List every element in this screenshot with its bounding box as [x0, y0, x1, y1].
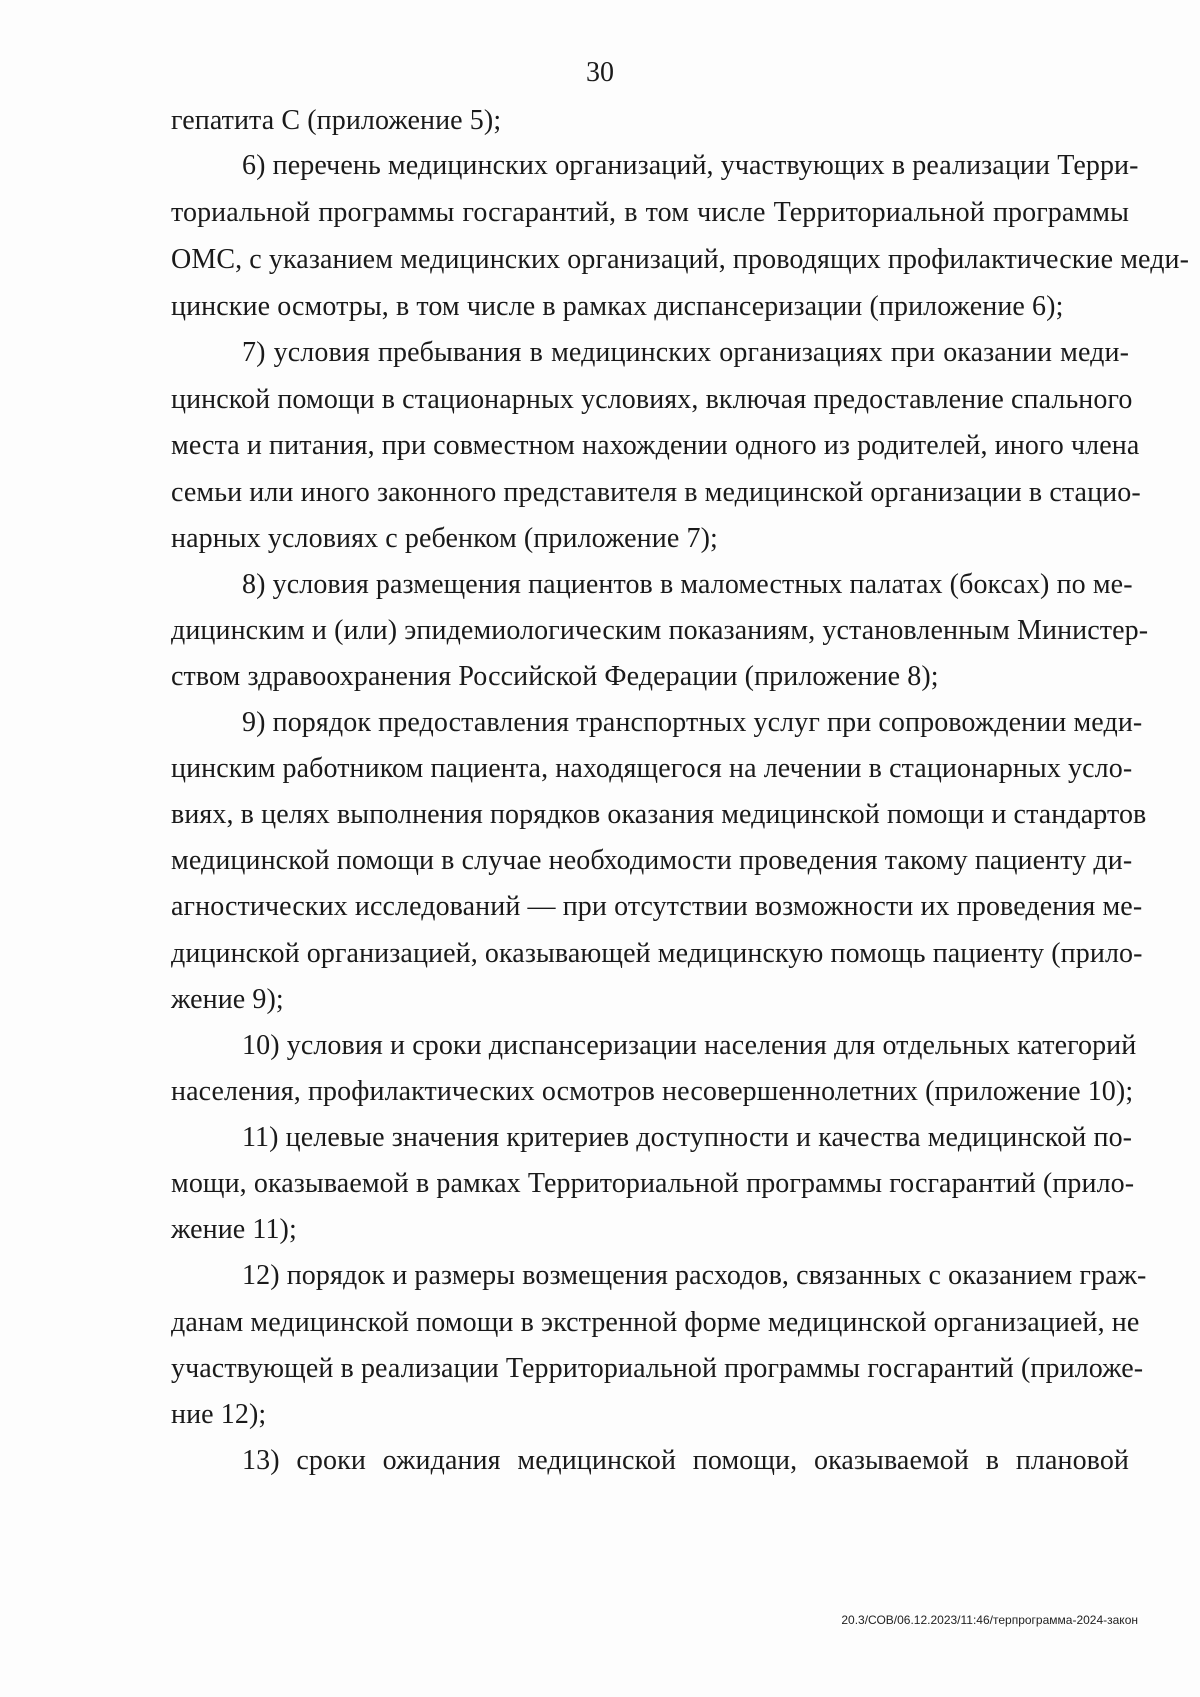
text-line: ториальной программы госгарантий, в том числе Территориальной программы — [171, 197, 1129, 228]
text-line: 9) порядок предоставления транспортных услуг при сопровождении меди- — [242, 707, 1143, 738]
text-line: 11) целевые значения критериев доступности и качества медицинской по- — [242, 1122, 1133, 1153]
text-line: дицинской организацией, оказывающей медицинскую помощь пациенту (прило- — [171, 938, 1143, 969]
text-line: гепатита С (приложение 5); — [171, 105, 502, 136]
text-line: места и питания, при совместном нахождении одного из родителей, иного члена — [171, 430, 1140, 461]
text-line: медицинской помощи в случае необходимости проведения такому пациенту ди- — [171, 845, 1133, 876]
text-line: 7) условия пребывания в медицинских организациях при оказании меди- — [242, 337, 1129, 368]
text-line: участвующей в реализации Территориальной программы госгарантий (приложе- — [171, 1353, 1144, 1384]
text-line: цинские осмотры, в том числе в рамках диспансеризации (приложение 6); — [171, 291, 1064, 322]
text-line: мощи, оказываемой в рамках Территориальной программы госгарантий (прило- — [171, 1168, 1135, 1199]
document-footer: 20.3/СОВ/06.12.2023/11:46/терпрограмма-2024-закон — [841, 1613, 1138, 1627]
text-line: жение 9); — [171, 984, 284, 1015]
text-line: ОМС, с указанием медицинских организаций, проводящих профилактические меди- — [171, 244, 1190, 275]
text-line: 10) условия и сроки диспансеризации населения для отдельных категорий — [242, 1030, 1137, 1061]
text-line: ством здравоохранения Российской Федерации (приложение 8); — [171, 661, 939, 692]
text-line: жение 11); — [171, 1214, 297, 1245]
page-number: 30 — [586, 57, 614, 88]
text-line: 6) перечень медицинских организаций, участвующих в реализации Терри- — [242, 150, 1139, 181]
text-line: семьи или иного законного представителя в медицинской организации в стацио- — [171, 477, 1141, 508]
text-line: данам медицинской помощи в экстренной форме медицинской организацией, не — [171, 1307, 1140, 1338]
text-line: виях, в целях выполнения порядков оказания медицинской помощи и стандартов — [171, 799, 1147, 830]
text-line: цинским работником пациента, находящегося на лечении в стационарных усло- — [171, 753, 1133, 784]
text-line: населения, профилактических осмотров несовершеннолетних (приложение 10); — [171, 1076, 1134, 1107]
text-line: цинской помощи в стационарных условиях, включая предоставление спального — [171, 384, 1133, 415]
text-line: 12) порядок и размеры возмещения расходов, связанных с оказанием граж- — [242, 1260, 1147, 1291]
text-line: ние 12); — [171, 1399, 267, 1430]
text-line: нарных условиях с ребенком (приложение 7); — [171, 523, 718, 554]
text-line: 8) условия размещения пациентов в маломестных палатах (боксах) по ме- — [242, 569, 1133, 600]
text-line: дицинским и (или) эпидемиологическим показаниям, установленным Министер- — [171, 615, 1149, 646]
text-line: агностических исследований — при отсутствии возможности их проведения ме- — [171, 891, 1143, 922]
text-line: 13) сроки ожидания медицинской помощи, оказываемой в плановой — [242, 1445, 1129, 1476]
